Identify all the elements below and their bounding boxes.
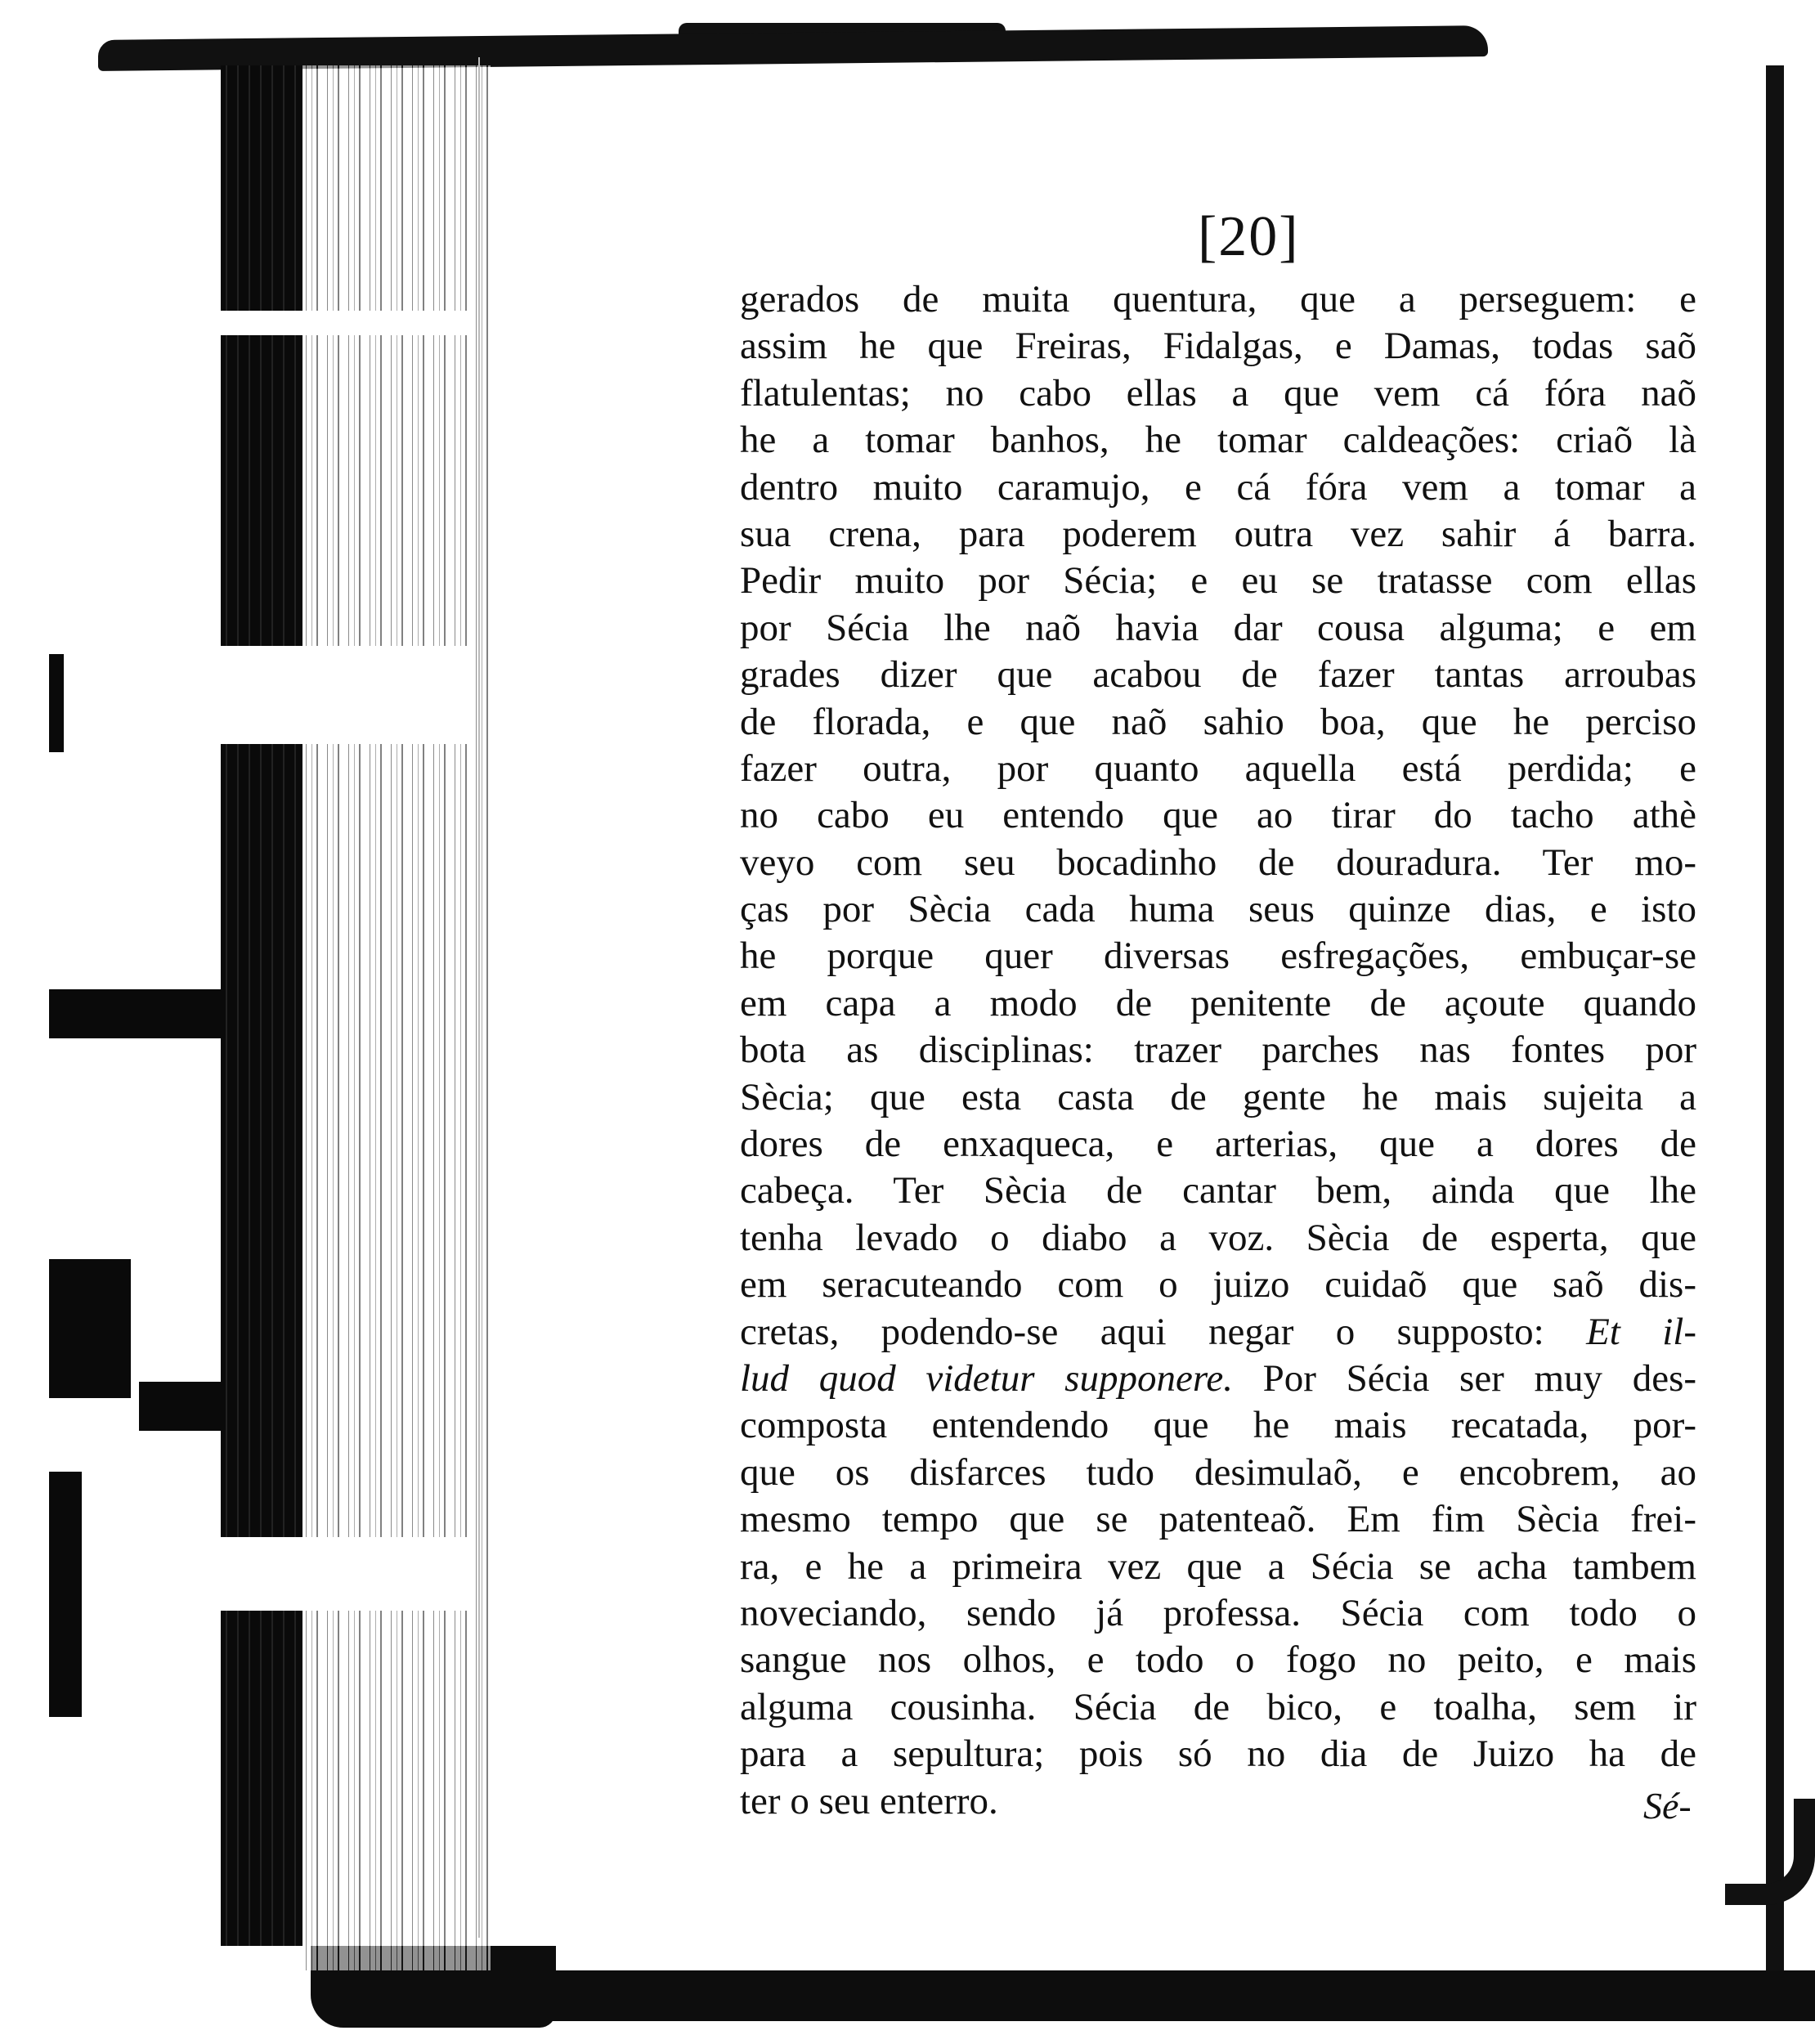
text-line: he porque quer diversas esfregações, embuçar-se — [740, 935, 1696, 978]
text-line: sua crena, para poderem outra vez sahir á barra. — [740, 512, 1696, 555]
text-line: ter o seu enterro. — [740, 1779, 998, 1822]
gutter-gap — [213, 646, 474, 744]
text-line: por Sécia lhe naõ havia dar cousa alguma; e em — [740, 606, 1696, 649]
left-page-fragment — [49, 1472, 82, 1717]
catchword: Sé- — [1643, 1785, 1692, 1827]
text-line: bota as disciplinas: trazer parches nas fontes por — [740, 1029, 1696, 1072]
text-line: Pedir muito por Sécia; e eu se tratasse com ellas — [740, 559, 1696, 603]
text-line: em capa a modo de penitente de açoute quando — [740, 981, 1696, 1024]
text-line: Sècia; que esta casta de gente he mais sujeita a — [740, 1075, 1696, 1118]
text-line: flatulentas; no cabo ellas a que vem cá fóra naõ — [740, 371, 1696, 415]
latin-quotation: lud quod videtur supponere. — [740, 1356, 1233, 1400]
text-line: lud quod videtur supponere. Por Sécia ser muy des- — [740, 1356, 1696, 1400]
left-page-fragment — [49, 989, 221, 1038]
page-fold-line — [478, 57, 480, 1938]
page-corner-curl — [1725, 1799, 1815, 1905]
text-line: dentro muito caramujo, e cá fóra vem a tomar a — [740, 465, 1696, 509]
text-line: no cabo eu entendo que ao tirar do tacho athè — [740, 794, 1696, 837]
book-right-edge — [1766, 65, 1784, 1979]
text-line: fazer outra, por quanto aquella está perdida; e — [740, 746, 1696, 790]
text-line: para a sepultura; pois só no dia de Juizo ha de — [740, 1732, 1696, 1776]
text-line: assim he que Freiras, Fidalgas, e Damas, todas saõ — [740, 325, 1696, 368]
text-line: de florada, e que naõ sahio boa, que he perciso — [740, 700, 1696, 743]
text-line: cabeça. Ter Sècia de cantar bem, ainda que lhe — [740, 1169, 1696, 1213]
text-line: veyo com seu bocadinho de douradura. Ter mo- — [740, 840, 1696, 884]
page-number: [20] — [1198, 205, 1300, 268]
left-page-fragment — [139, 1382, 221, 1431]
text-line: cretas, podendo-se aqui negar o supposto: Et il- — [740, 1310, 1696, 1353]
left-page-fragment — [49, 1259, 131, 1398]
text-line: composta entendendo que he mais recatada, por- — [740, 1404, 1696, 1447]
text-line: sangue nos olhos, e todo o fogo no peito, e mais — [740, 1638, 1696, 1682]
text-line: dores de enxaqueca, e arterias, que a dores de — [740, 1123, 1696, 1166]
text-line: tenha levado o diabo a voz. Sècia de esperta, que — [740, 1216, 1696, 1259]
text-line: ças por Sècia cada huma seus quinze dias, e isto — [740, 888, 1696, 931]
page-gutter — [302, 65, 491, 1970]
left-page-fragment — [49, 654, 64, 752]
text-line: em seracuteando com o juizo cuidaõ que saõ dis- — [740, 1263, 1696, 1307]
text-line: mesmo tempo que se patenteaõ. Em fim Sècia frei- — [740, 1498, 1696, 1541]
text-line: he a tomar banhos, he tomar caldeações: criaõ là — [740, 419, 1696, 462]
text-line: noveciando, sendo já professa. Sécia com todo o — [740, 1591, 1696, 1634]
text-line: alguma cousinha. Sécia de bico, e toalha, sem ir — [740, 1685, 1696, 1728]
body-text — [740, 276, 1696, 1825]
text-line: ra, e he a primeira vez que a Sécia se acha tambem — [740, 1544, 1696, 1588]
text-line: gerados de muita quentura, que a perseguem: e — [740, 278, 1696, 320]
latin-quotation: Et il- — [1586, 1310, 1696, 1353]
book-top-edge — [98, 25, 1488, 71]
gutter-gap — [213, 1537, 474, 1611]
text-line: grades dizer que acabou de fazer tantas arroubas — [740, 653, 1696, 697]
text-line: que os disfarces tudo desimulaõ, e encobrem, ao — [740, 1450, 1696, 1494]
book-spine — [221, 65, 302, 1946]
book-bottom-edge — [425, 1970, 1815, 2021]
gutter-gap — [213, 311, 474, 335]
